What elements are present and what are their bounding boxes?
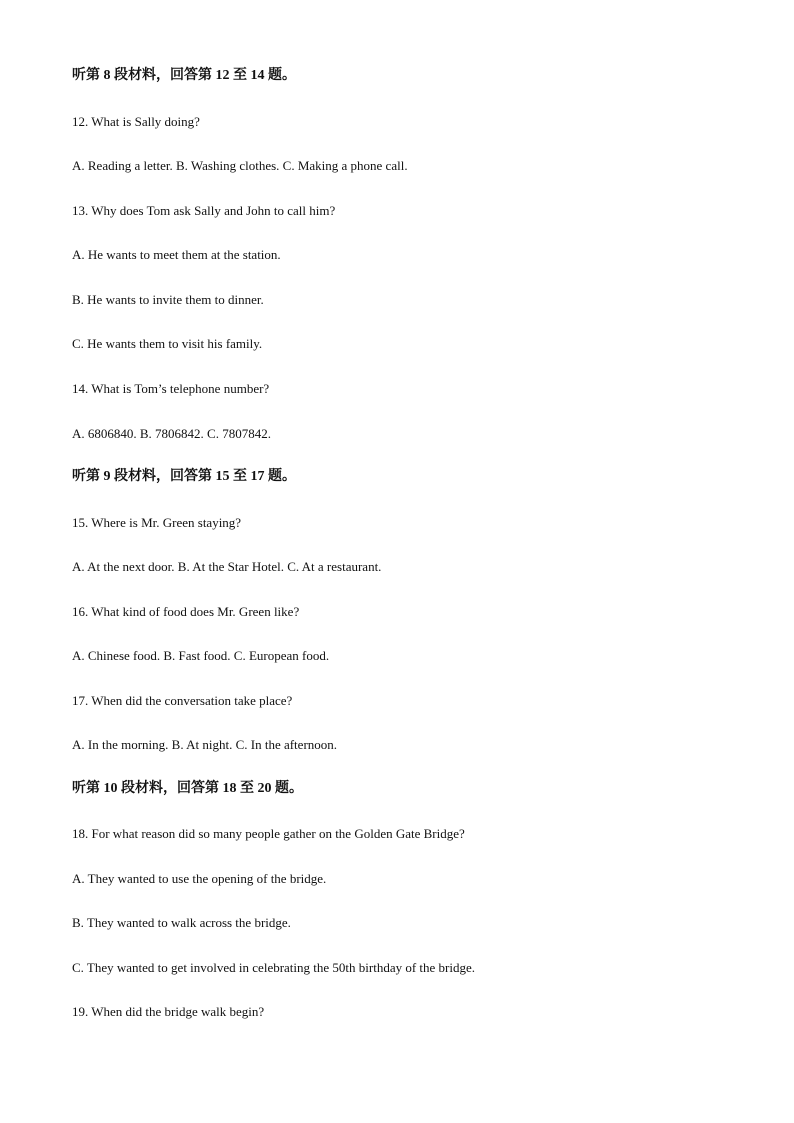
options-14: A. 6806840. B. 7806842. C. 7807842. xyxy=(72,426,271,441)
options-17: A. In the morning. B. At night. C. In the afternoon. xyxy=(72,737,338,752)
question-12: 12. What is Sally doing? xyxy=(72,114,200,129)
options-12: A. Reading a letter. B. Washing clothes. C. Making a phone call. xyxy=(72,158,408,173)
option-18b: B. They wanted to walk across the bridge. xyxy=(72,915,291,930)
options-16: A. Chinese food. B. Fast food. C. European food. xyxy=(72,648,330,663)
option-18a: A. They wanted to use the opening of the bridge. xyxy=(72,871,327,886)
question-13: 13. Why does Tom ask Sally and John to call him? xyxy=(72,203,336,218)
options-15: A. At the next door. B. At the Star Hotel. C. At a restaurant. xyxy=(72,559,382,574)
question-18: 18. For what reason did so many people gather on the Golden Gate Bridge? xyxy=(72,826,465,841)
option-13c: C. He wants them to visit his family. xyxy=(72,336,263,351)
section-heading: 听第 10 段材料，回答第 18 至 20 题。 xyxy=(72,781,303,796)
question-19: 19. When did the bridge walk begin? xyxy=(72,1004,265,1019)
question-16: 16. What kind of food does Mr. Green like? xyxy=(72,604,300,619)
question-15: 15. Where is Mr. Green staying? xyxy=(72,515,242,530)
option-13a: A. He wants to meet them at the station. xyxy=(72,247,281,262)
option-18c: C. They wanted to get involved in celebrating the 50th birthday of the bridge. xyxy=(72,960,476,975)
question-17: 17. When did the conversation take place? xyxy=(72,693,293,708)
section-heading: 听第 8 段材料，回答第 12 至 14 题。 xyxy=(72,68,296,83)
question-14: 14. What is Tom’s telephone number? xyxy=(72,381,270,396)
section-heading: 听第 9 段材料，回答第 15 至 17 题。 xyxy=(72,469,296,484)
option-13b: B. He wants to invite them to dinner. xyxy=(72,292,264,307)
